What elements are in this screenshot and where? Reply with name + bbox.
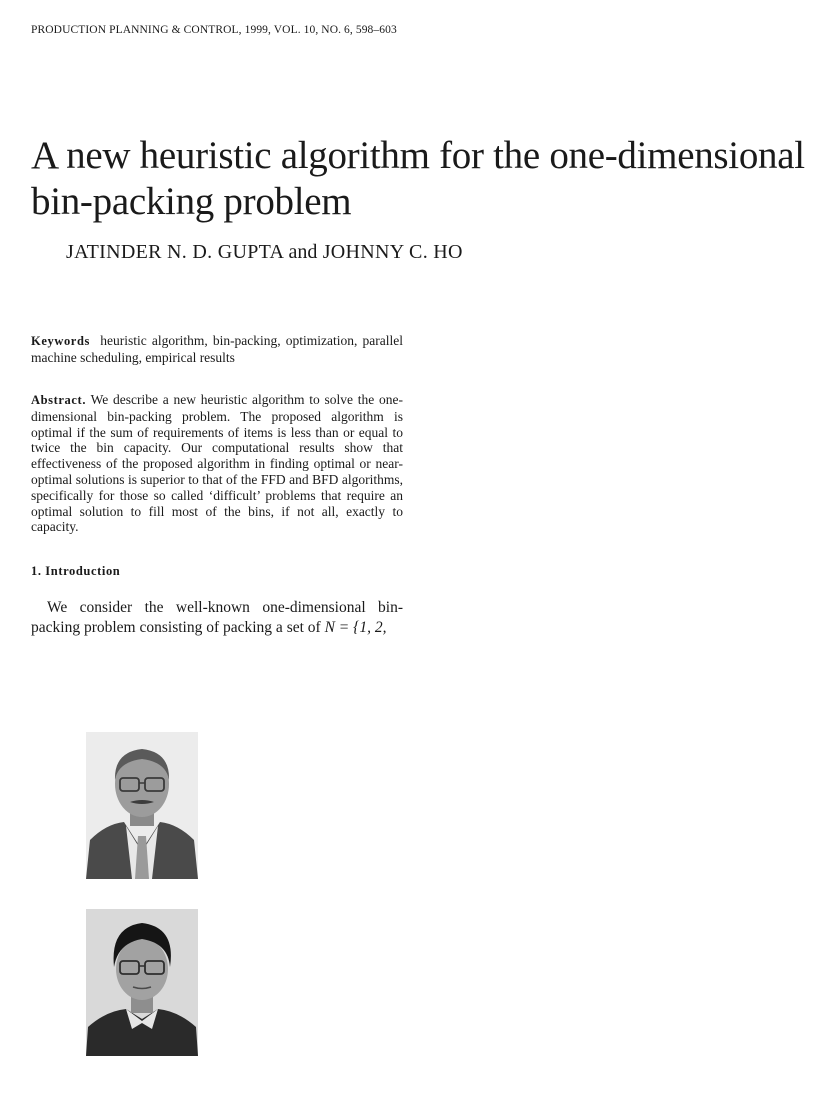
portrait-ho-image xyxy=(86,909,198,1056)
journal-header: PRODUCTION PLANNING & CONTROL, 1999, VOL. 10, NO. 6, 598–603 xyxy=(31,24,397,36)
keywords-label: Keywords xyxy=(31,334,90,348)
author-line xyxy=(66,241,463,264)
abstract-text: We describe a new heuristic algorithm to solve the one-dimensional bin-packing problem. The proposed algorithm is optimal if the sum of requirements of items is less than or equal to twice the bin capacity. Our computational results show that effectiveness of the proposed algorithm in finding optimal or near-optimal solutions is superior to that of the FFD and BFD algorithms, specifically for those so called ‘difficult’ problems that require an optimal solution to fill most of the bins, if not all, exactly to capacity. xyxy=(31,392,403,535)
author-photo-ho xyxy=(86,909,198,1056)
portrait-gupta-image xyxy=(86,732,198,879)
abstract-label: Abstract. xyxy=(31,393,87,407)
section-heading-introduction: 1. Introduction xyxy=(31,564,121,578)
introduction-paragraph xyxy=(31,598,403,638)
introduction-math: N = {1, 2, xyxy=(324,619,387,636)
introduction-text: We consider the well-known one-dimensional bin-packing problem consisting of packing a set of xyxy=(31,599,403,636)
abstract-block xyxy=(31,392,403,535)
author-photo-gupta xyxy=(86,732,198,879)
author-ho: JOHNNY C. HO xyxy=(322,241,463,263)
keywords-block xyxy=(31,333,403,366)
article-title: A new heuristic algorithm for the one-dimensional bin-packing problem xyxy=(31,134,805,223)
author-gupta: JATINDER N. D. GUPTA xyxy=(66,241,284,263)
keywords-text: heuristic algorithm, bin-packing, optimization, parallel machine scheduling, empirical results xyxy=(31,333,404,365)
author-conjunction: and xyxy=(288,241,318,263)
